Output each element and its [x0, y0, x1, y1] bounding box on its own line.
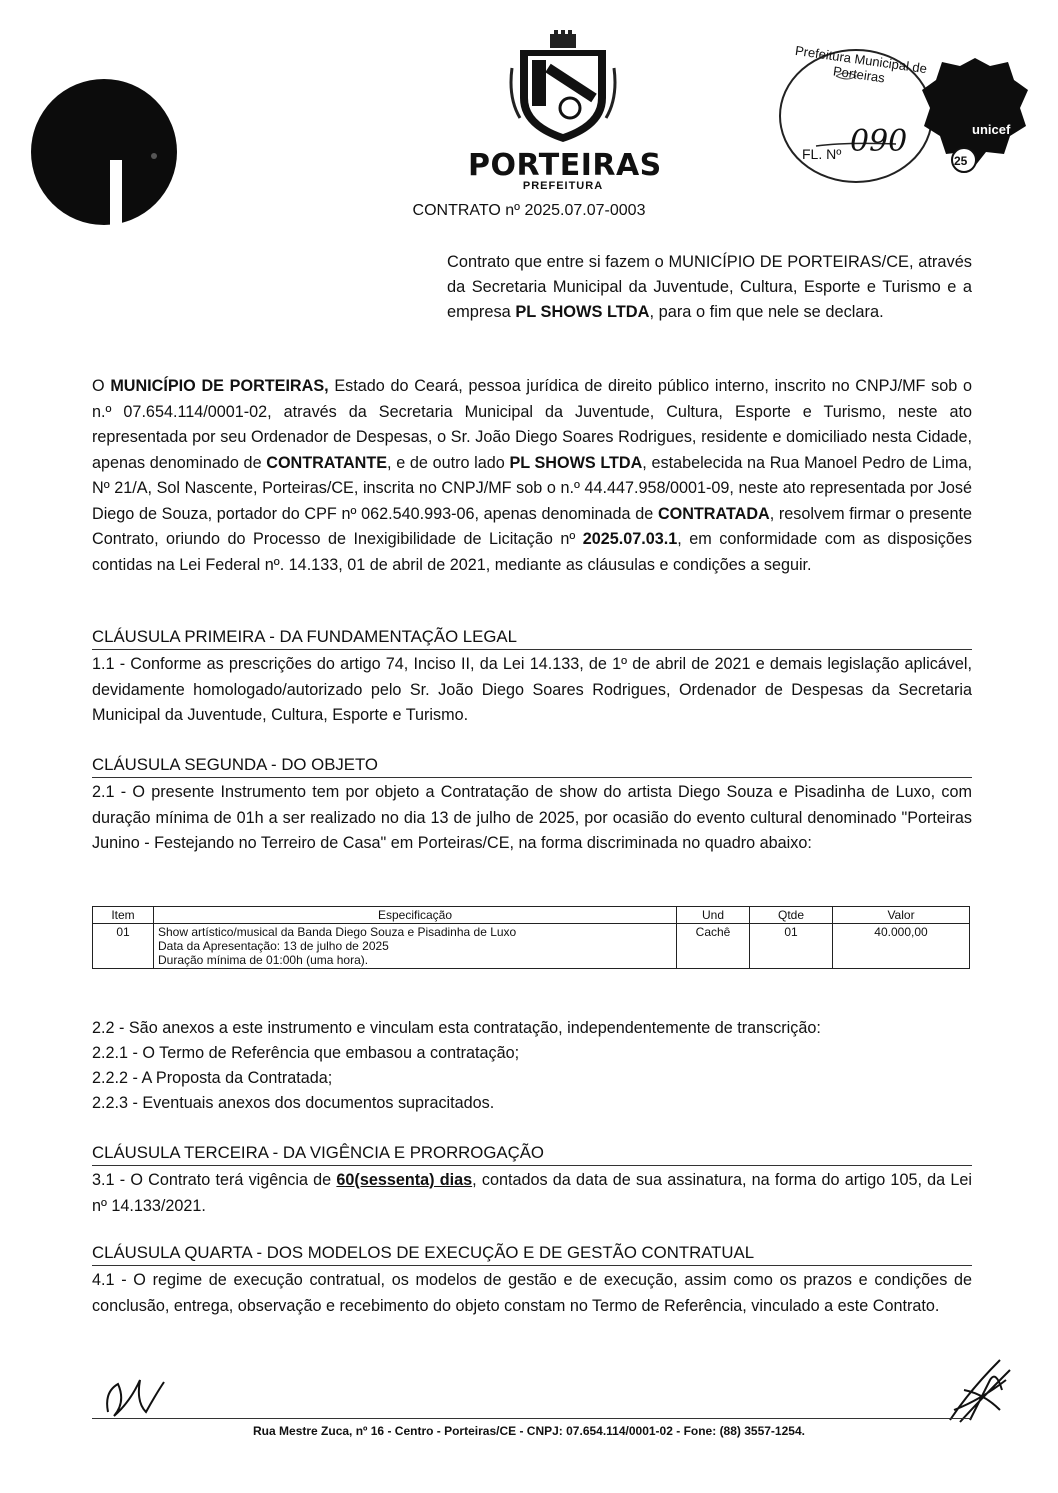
items-table [92, 906, 970, 969]
clause-1-text: 1.1 - Conforme as prescrições do artigo 74, Inciso II, da Lei 14.133, de 1º de abril de 2021 e demais legislação aplicável, devidamente homologado/autorizado pelo Sr. João Diego Soares Rodrigues, Ordenador de Despesas da Secretaria Municipal da Juventude, Cultura, Esporte e Turismo. [92, 655, 972, 724]
stamp-number: 090 [850, 124, 908, 159]
parties-process-number: 2025.07.03.1 [582, 530, 678, 548]
clause-3-rule [92, 1165, 972, 1166]
col-valor: Valor [833, 907, 970, 924]
parties-text: , resolvem firmar o presente Contrato, oriundo do Processo de Inexigibilidade de Licitação nº [92, 504, 972, 548]
clause-4-rule [92, 1265, 972, 1266]
clause-4-heading: CLÁUSULA QUARTA - DOS MODELOS DE EXECUÇÃO E DE GESTÃO CONTRATUAL [92, 1243, 755, 1262]
annex-item-3: 2.2.3 - Eventuais anexos dos documentos supracitados. [92, 1094, 495, 1112]
clause-1-heading: CLÁUSULA PRIMEIRA - DA FUNDAMENTAÇÃO LEGAL [92, 627, 517, 646]
col-spec: Especificação [154, 907, 677, 924]
parties-municipality: MUNICÍPIO DE PORTEIRAS, [110, 377, 329, 395]
stamp-fl-label: FL. Nº [802, 146, 842, 162]
parties-text: O [92, 377, 111, 395]
cell-und: Cachê [677, 924, 750, 969]
clause-3-text-end: , contados da data de sua assinatura, na forma do artigo 105, da Lei nº 14.133/2021. [92, 1171, 972, 1215]
protocol-stamp [776, 42, 936, 186]
crest-icon [508, 28, 618, 146]
parties-company: PL SHOWS LTDA [509, 453, 643, 472]
clause-4-text: 4.1 - O regime de execução contratual, os modelos de gestão e de execução, assim como os prazos e condições de conclusão, entrega, observação e recebimento do objeto constam no Termo de Referência, vinculado a este Contrato. [92, 1271, 972, 1315]
col-item: Item [93, 907, 154, 924]
parties-text: , estabelecida na Rua Manoel Pedro de Lima, Nº 21/A, Sol Nascente, Porteiras/CE, inscrita no CNPJ/MF sob o n.º 44.447.958/0001-09, neste ato representada por José Diego de Souza, portador do CPF nº 062.540.993-06, apenas denominada de [92, 453, 972, 523]
summary-text: Contrato que entre si fazem o MUNICÍPIO DE PORTEIRAS/CE, através da Secretaria Municipal da Juventude, Cultura, Esporte e Turismo e a empresa [447, 253, 972, 321]
annex-intro: 2.2 - São anexos a este instrumento e vinculam esta contratação, independentemente de transcrição: [92, 1019, 821, 1037]
unicef-label: unicef [972, 122, 1011, 137]
annex-item-2: 2.2.2 - A Proposta da Contratada; [92, 1069, 333, 1087]
col-qtde: Qtde [750, 907, 833, 924]
parties-text: Estado do Ceará, pessoa jurídica de direito público interno, inscrito no CNPJ/MF sob o n.º 07.654.114/0001-02, através da Secretaria Municipal da Juventude, Cultura, Esporte e Turismo, neste ato representada por seu Ordenador de Despesas, o Sr. João Diego Soares Rodrigues, residente e domiciliado nesta Cidade, apenas denominado de [92, 377, 972, 472]
contract-title: CONTRATO nº 2025.07.07-0003 [412, 202, 646, 219]
stamp-text: Prefeitura Municipal de Porteiras [794, 42, 928, 86]
parties-contratante: CONTRATANTE [266, 453, 388, 472]
logo-subtitle: PREFEITURA [522, 180, 604, 192]
cell-valor: 40.000,00 [833, 924, 970, 969]
clause-3-heading: CLÁUSULA TERCEIRA - DA VIGÊNCIA E PRORROGAÇÃO [92, 1143, 544, 1162]
unicef-number: 25 [954, 154, 968, 168]
clause-1-rule [92, 649, 972, 650]
table-row [93, 924, 970, 969]
logo-name: PORTEIRAS [468, 148, 662, 183]
parties-text: , e de outro lado [387, 453, 510, 472]
cell-item: 01 [93, 924, 154, 969]
col-und: Und [677, 907, 750, 924]
spec-line: Show artístico/musical da Banda Diego Souza e Pisadinha de Luxo [158, 925, 517, 939]
cell-spec [154, 924, 677, 969]
table-header-row [93, 907, 970, 924]
contract-summary [447, 250, 972, 325]
cell-qtde: 01 [750, 924, 833, 969]
clause-2-heading: CLÁUSULA SEGUNDA - DO OBJETO [92, 755, 378, 774]
porteiras-logo [468, 28, 662, 198]
summary-company: PL SHOWS LTDA [515, 303, 650, 321]
annex-item-1: 2.2.1 - O Termo de Referência que embasou a contratação; [92, 1044, 520, 1062]
parties-contratada: CONTRATADA [657, 504, 770, 523]
spec-line: Duração mínima de 01:00h (uma hora). [158, 953, 369, 967]
parties-paragraph [92, 374, 972, 578]
left-initials [100, 1372, 170, 1422]
clause-2-rule [92, 777, 972, 778]
unicef-seal [920, 56, 1030, 176]
clause-2-text: 2.1 - O presente Instrumento tem por objeto a Contratação de show do artista Diego Souza e Pisadinha de Luxo, com duração mínima de 01h a ser realizado no dia 13 de julho de 2025, por ocasião do evento cultural denominado "Porteiras Junino - Festejando no Terreiro de Casa" em Porteiras/CE, na forma discriminada no quadro abaixo: [92, 783, 972, 852]
clause-3-text-start: 3.1 - O Contrato terá vigência de [92, 1171, 337, 1189]
footer-address: Rua Mestre Zuca, nº 16 - Centro - Porteiras/CE - CNPJ: 07.654.114/0001-02 - Fone: (88) 3557-1254. [253, 1424, 805, 1438]
clause-3-text [92, 1168, 972, 1219]
footer-rule [92, 1418, 972, 1419]
parties-text: , em conformidade com as disposições contidas na Lei Federal nº. 14.133, 01 de abril de 2021, mediante as cláusulas e condições a seguir. [92, 530, 973, 574]
summary-text-end: , para o fim que nele se declara. [649, 303, 884, 321]
spec-line: Data da Apresentação: 13 de julho de 2025 [158, 939, 389, 953]
clause-3-duration: 60(sessenta) dias [336, 1171, 473, 1189]
